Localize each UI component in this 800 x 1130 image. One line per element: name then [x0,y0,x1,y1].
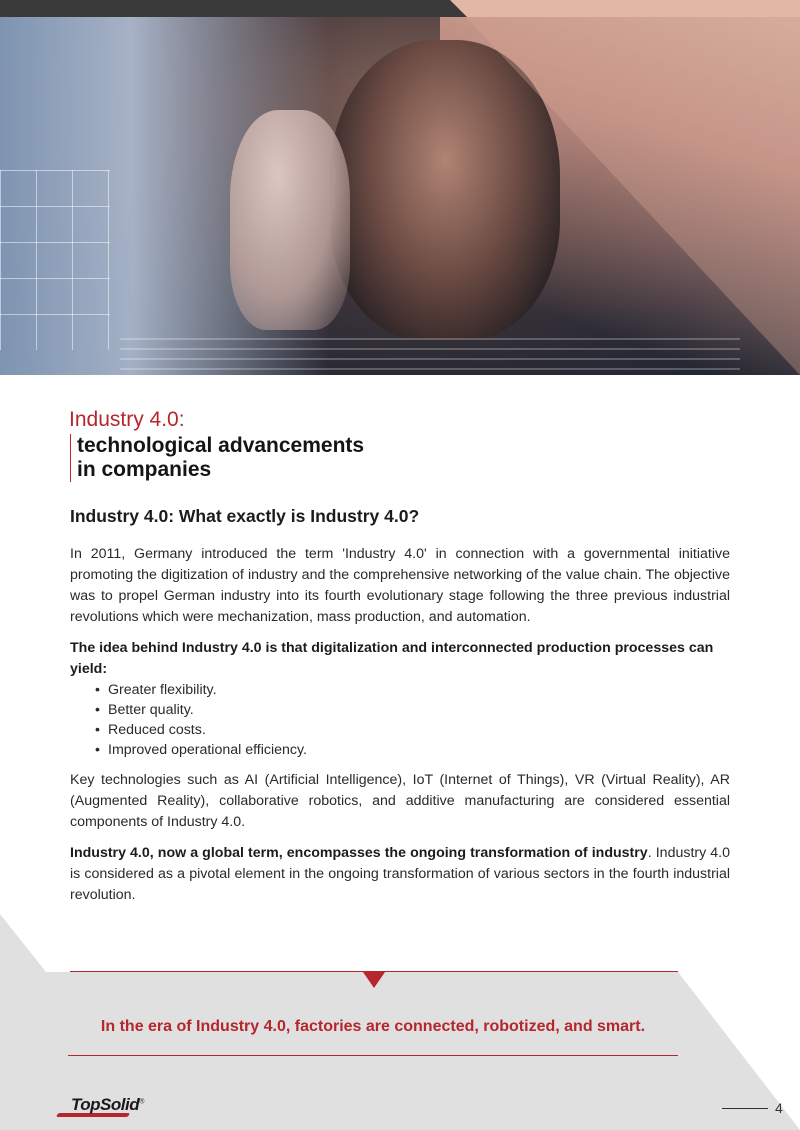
footer-marker-triangle [363,972,385,988]
key-technologies-paragraph: Key technologies such as AI (Artificial Intelligence), IoT (Internet of Things), VR (Virtual Reality), AR (Augmented Reality), collaborative robotics, and additive manufacturing are considered essential components of Industry 4.0. [70,772,730,830]
page-title [69,408,364,482]
title-line-2: technological advancements [77,434,365,457]
logo-trademark: ® [139,1098,144,1106]
idea-lead: The idea behind Industry 4.0 is that digitalization and interconnected production processes can yield: [70,640,714,677]
intro-paragraph: In 2011, Germany introduced the term 'Industry 4.0' in connection with a governmental initiative promoting the digitization of industry and the comprehensive networking of the value chain. The objective was to propel German industry into its fourth evolutionary stage following the three previous industrial revolutions which were mechanization, mass production, and automation. [70,546,730,625]
tagline: In the era of Industry 4.0, factories are connected, robotized, and smart. [100,1018,646,1035]
footer-bottom-rule [68,1055,678,1056]
hero-image [0,0,800,375]
article-body [70,504,730,916]
benefits-list [70,680,730,760]
global-term-bold: Industry 4.0, now a global term, encompasses the ongoing transformation of industry [70,845,648,861]
global-term-rest: Industry 4.0 is considered as a pivotal element in the ongoing transformation of various sectors in the fourth industrial revolution. [70,845,730,903]
page-number: 4 [775,1100,783,1116]
list-item: • Better quality. [108,700,730,720]
global-term-period: . [647,845,652,861]
title-subtitle [70,434,364,482]
list-item: • Greater flexibility. [108,680,730,700]
list-item: • Improved operational efficiency. [108,740,730,760]
title-line-1: Industry 4.0: [69,408,185,431]
topsolid-logo [57,1093,157,1119]
hero-top-cut [0,0,800,17]
hero-diagonal-overlay [0,0,800,375]
global-term-paragraph [70,843,730,906]
logo-text [71,1095,144,1115]
section-heading: Industry 4.0: What exactly is Industry 4.0? [70,506,420,526]
title-line-3: in companies [77,458,212,481]
logo-wordmark: TopSolid [71,1095,140,1114]
list-item: • Reduced costs. [108,720,730,740]
page-number-line [722,1108,768,1109]
